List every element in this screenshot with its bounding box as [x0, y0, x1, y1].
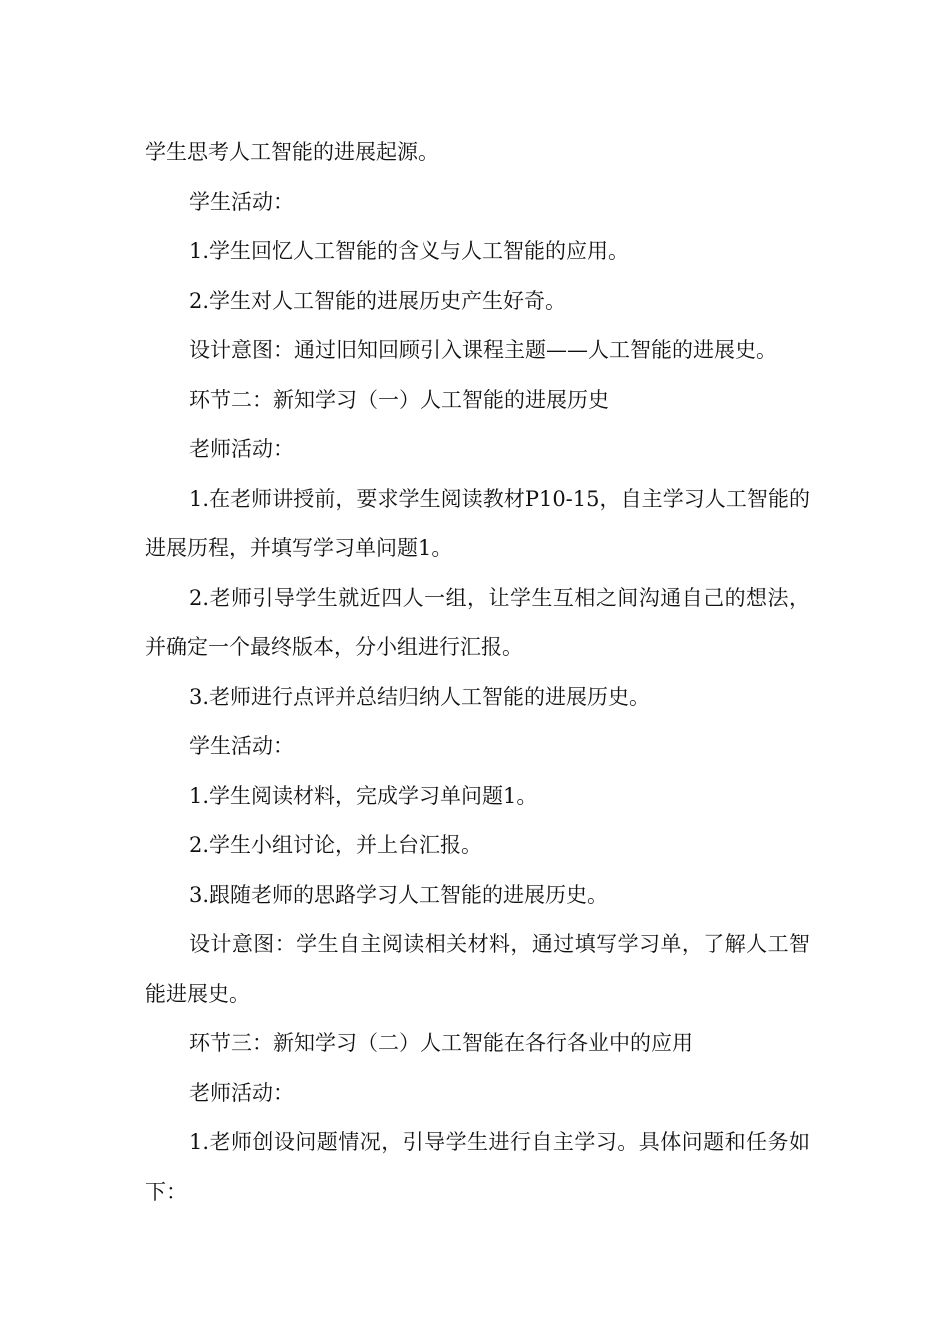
paragraph-18: 1.老师创设问题情况，引导学生进行自主学习。具体问题和任务如下： [145, 1130, 810, 1204]
paragraph-15: 设计意图：学生自主阅读相关材料，通过填写学习单，了解人工智能进展史。 [145, 932, 810, 1006]
paragraph-9: 2.老师引导学生就近四人一组，让学生互相之间沟通自己的想法，并确定一个最终版本，分小组进行汇报。 [145, 585, 810, 659]
paragraph-5: 设计意图：通过旧知回顾引入课程主题——人工智能的进展史。 [189, 338, 777, 362]
paragraph-13: 2.学生小组讨论，并上台汇报。 [189, 833, 483, 857]
paragraph-11: 学生活动： [189, 734, 294, 758]
paragraph-8: 1.在老师讲授前，要求学生阅读教材P10-15，自主学习人工智能的进展历程，并填写学习单问题1。 [145, 486, 810, 560]
paragraph-2: 学生活动： [189, 189, 294, 214]
paragraph-17: 老师活动： [189, 1080, 294, 1105]
section-heading-3: 环节三：新知学习（二）人工智能在各行各业中的应用 [189, 1031, 693, 1055]
document-body [145, 128, 810, 1217]
paragraph-3: 1.学生回忆人工智能的含义与人工智能的应用。 [189, 239, 630, 263]
section-heading-2: 环节二：新知学习（一）人工智能的进展历史 [189, 387, 609, 412]
paragraph-10: 3.老师进行点评并总结归纳人工智能的进展历史。 [189, 684, 651, 709]
paragraph-14: 3.跟随老师的思路学习人工智能的进展历史。 [189, 882, 609, 907]
paragraph-1: 学生思考人工智能的进展起源。 [145, 140, 439, 164]
paragraph-4: 2.学生对人工智能的进展历史产生好奇。 [189, 288, 567, 313]
paragraph-7: 老师活动： [189, 437, 294, 461]
paragraph-12: 1.学生阅读材料，完成学习单问题1。 [189, 783, 538, 808]
